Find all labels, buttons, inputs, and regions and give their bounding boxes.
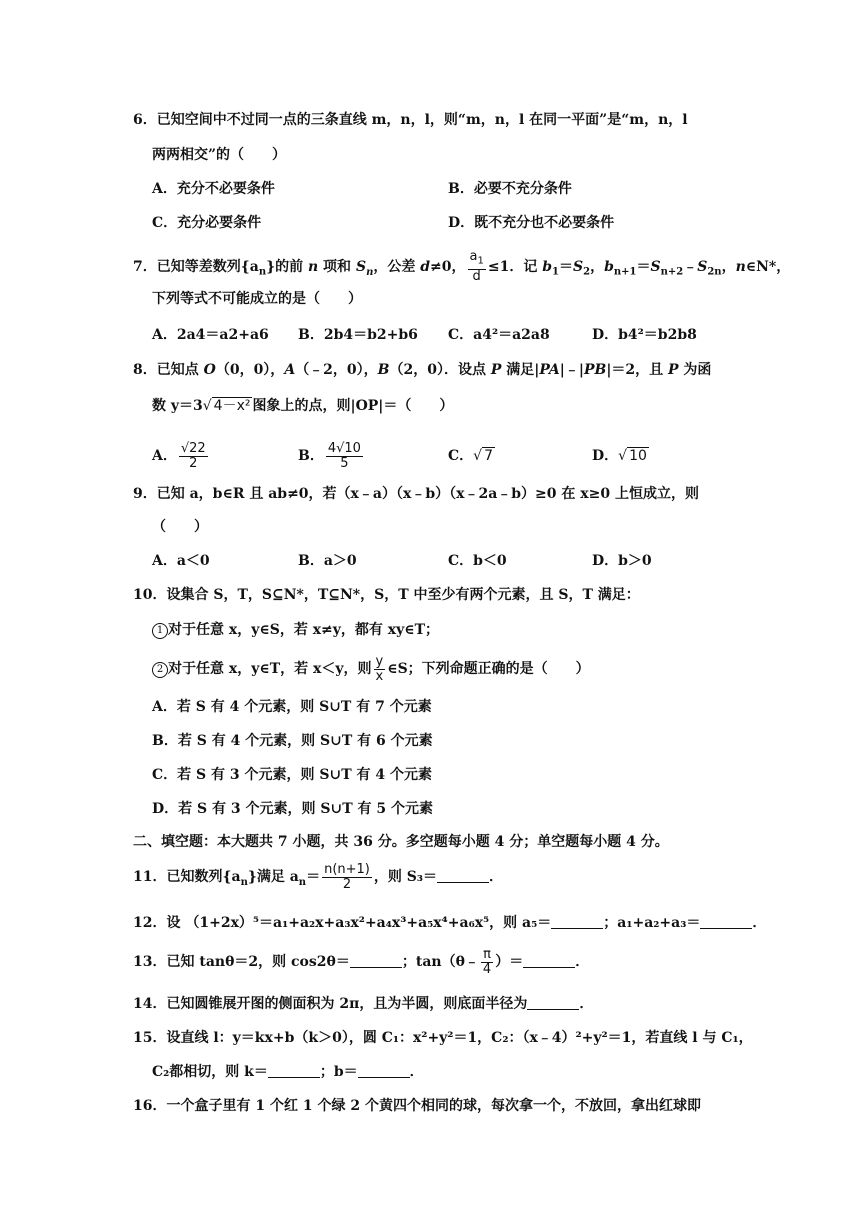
q7-fraction: $\frac{a_1}{d}$ bbox=[469, 249, 484, 284]
q10-option-c: C．若 S 有 3 个元素，则 S∪T 有 4 个元素 bbox=[152, 767, 432, 783]
q6-line1: 6．已知空间中不过同一点的三条直线 m，n，l，则“m，n，l 在同一平面”是“m，n，l bbox=[133, 112, 688, 128]
q12-answer-blank-2[interactable] bbox=[700, 914, 752, 929]
q15-line2: C₂都相切，则 k＝ ；b＝ ． bbox=[152, 1064, 424, 1080]
q8-line2 bbox=[152, 396, 453, 416]
q10-line1: 10．设集合 S，T，S⊆N*，T⊆N*，S，T 中至少有两个元素，且 S，T 满足： bbox=[133, 587, 640, 603]
q7-option-d: D．b4²＝b2b8 bbox=[592, 327, 697, 343]
q12-line: 12．设 （1+2x）⁵＝a₁+a₂x+a₃x²+a₄x³+a₅x⁴+a₆x⁵，则 a₅＝ ；a₁+a₂+a₃＝ ． bbox=[133, 915, 767, 931]
q10-fraction: $\frac{y}{x}$ bbox=[375, 653, 384, 684]
q7-option-b: B．2b4＝b2+b6 bbox=[298, 327, 418, 343]
q16-line1: 16．一个盒子里有 1 个红 1 个绿 2 个黄四个相同的球，每次拿一个，不放回，拿出红球即 bbox=[133, 1098, 701, 1114]
q11-fraction: $\frac{n(n+1)}{2}$ bbox=[324, 861, 370, 892]
q13-fraction: $\frac{\pi}{4}$ bbox=[482, 946, 492, 977]
q7-option-c: C．a4²＝a2a8 bbox=[448, 327, 550, 343]
q7-line1: 7．已知等差数列$\{a_n\}$的前 n 项和 $S_n$，公差 d≠0， $\frac{a_1}{d}$ ≤1．记 $b_1=S_2$，$b_{n+1}=S_{n+2}﹣S_{2n}$，n∈N*， bbox=[133, 249, 791, 284]
q11-line: 11．已知数列$\{a_n\}$满足 $a_n=$ $\frac{n(n+1)}{2}$ ，则 S₃＝ ． bbox=[133, 861, 503, 892]
q12-answer-blank-1[interactable] bbox=[551, 914, 603, 929]
q9-option-c: C．b＜0 bbox=[448, 553, 507, 569]
q10-condition-1: 1 对于任意 x，y∈S，若 x≠y，都有 xy∈T； bbox=[152, 620, 439, 640]
q9-option-a: A．a＜0 bbox=[152, 553, 210, 569]
q13-answer-blank-2[interactable] bbox=[523, 953, 575, 968]
q6-line2: 两两相交”的（ ） bbox=[152, 147, 287, 163]
q6-option-c: C．充分必要条件 bbox=[152, 215, 262, 231]
q7-line2: 下列等式不可能成立的是（ ） bbox=[152, 291, 362, 307]
q7-option-a: A．2a4＝a2+a6 bbox=[152, 327, 269, 343]
q6-option-a: A．充分不必要条件 bbox=[152, 181, 275, 197]
q8-option-a: A． $\frac{√22}{2}$ bbox=[152, 440, 206, 471]
q9-option-d: D．b＞0 bbox=[592, 553, 652, 569]
q10-option-a: A．若 S 有 4 个元素，则 S∪T 有 7 个元素 bbox=[152, 699, 432, 715]
q14-answer-blank[interactable] bbox=[527, 995, 579, 1010]
q9-option-b: B．a＞0 bbox=[298, 553, 357, 569]
q11-answer-blank[interactable] bbox=[437, 868, 489, 883]
q6-option-b: B．必要不充分条件 bbox=[448, 181, 572, 197]
q6-option-d: D．既不充分也不必要条件 bbox=[448, 215, 615, 231]
q8-line2-text-b: 图象上的点，则|OP|＝（ ） bbox=[252, 398, 454, 414]
q8-line1: 8．已知点 O（0，0），A（﹣2，0），B（2，0）．设点 P 满足|PA|﹣|PB|＝2，且 P 为函 bbox=[133, 362, 712, 378]
circled-one: 1 bbox=[152, 623, 168, 639]
q9-line1: 9．已知 a，b∈R 且 ab≠0，若（x﹣a）（x﹣b）（x﹣2a﹣b）≥0 在 x≥0 上恒成立，则 bbox=[133, 486, 699, 502]
q15-answer-blank-2[interactable] bbox=[358, 1063, 410, 1078]
q8-option-d: D．√ 10 bbox=[592, 448, 647, 464]
q7-number: 7． bbox=[133, 258, 157, 275]
q8-option-c: C．√ 7 bbox=[448, 448, 493, 464]
q9-line2: （ ） bbox=[152, 519, 208, 535]
q15-answer-blank-1[interactable] bbox=[268, 1063, 320, 1078]
q10-option-d: D．若 S 有 3 个元素，则 S∪T 有 5 个元素 bbox=[152, 801, 433, 817]
q8-line2-text-a: 数 y＝3 bbox=[152, 398, 203, 414]
q15-line1: 15．设直线 l：y＝kx+b（k＞0），圆 C₁：x²+y²＝1，C₂：（x﹣4）²+y²＝1，若直线 l 与 C₁， bbox=[133, 1030, 753, 1046]
q10-condition-2: 2 对于任意 x，y∈T，若 x＜y，则 $\frac{y}{x}$ ∈S；下列命题正确的是（ ） bbox=[152, 654, 590, 684]
q14-line: 14．已知圆锥展开图的侧面积为 2π，且为半圆，则底面半径为 ． bbox=[133, 996, 594, 1012]
circled-two: 2 bbox=[152, 662, 168, 678]
q10-option-b: B．若 S 有 4 个元素，则 S∪T 有 6 个元素 bbox=[152, 733, 433, 749]
section-heading: 二、填空题：本大题共 7 小题，共 36 分。多空题每小题 4 分；单空题每小题 4 分。 bbox=[133, 834, 669, 850]
q13-answer-blank-1[interactable] bbox=[350, 953, 402, 968]
q8-option-b: B． $\frac{4√10}{5}$ bbox=[298, 440, 361, 471]
q8-sqrt: √ 4－x² bbox=[202, 398, 251, 414]
q7-text-a: 已知等差数列{a bbox=[156, 258, 259, 275]
q13-line: 13．已知 tanθ＝2，则 cos2θ＝ ；tan（θ﹣ $\frac{\pi}{4}$ ）＝ ． bbox=[133, 946, 590, 977]
